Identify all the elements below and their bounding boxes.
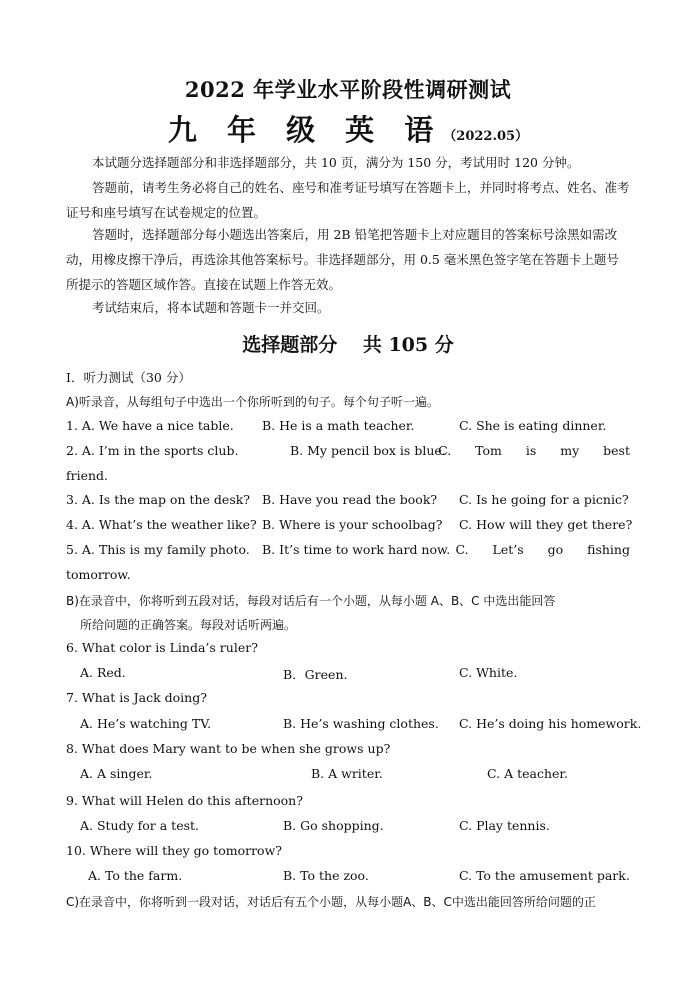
q4-option-c: C. How will they get there? <box>459 517 633 532</box>
q10-option-a: A. To the farm. <box>88 868 183 883</box>
q9-question: 9. What will Helen do this afternoon? <box>66 793 303 808</box>
q10-option-b: B. To the zoo. <box>283 868 369 883</box>
q4-option-a: 4. A. What’s the weather like? <box>66 517 257 532</box>
q3-option-a: 3. A. Is the map on the desk? <box>66 492 251 507</box>
q5-option-c-continued: tomorrow. <box>66 567 131 582</box>
q3-option-b: B. Have you read the book? <box>262 492 438 507</box>
exam-title: 2022 年学业水平阶段性调研测试 <box>184 77 512 102</box>
q10-option-c: C. To the amusement park. <box>459 868 630 883</box>
q7-option-a: A. He’s watching TV. <box>80 716 212 731</box>
exam-date: （2022.05） <box>443 129 529 144</box>
part-b-instruction: B)在录音中，你将听到五段对话，每段对话后有一个小题，从每小题 A、B、C 中选出能回答 <box>66 594 556 608</box>
part-b-instruction-continued: 所给问题的正确答案。每段对话听两遍。 <box>80 618 297 632</box>
subject-title <box>0 108 696 149</box>
q6-option-a: A. Red. <box>80 665 126 680</box>
q7-question: 7. What is Jack doing? <box>66 690 207 705</box>
q9-option-a: A. Study for a test. <box>80 818 200 833</box>
q7-option-c: C. He’s doing his homework. <box>459 716 642 731</box>
part-c-instruction: C)在录音中，你将听到一段对话，对话后有五个小题，从每小题A、B、C中选出能回答所给问题的正 <box>66 895 596 909</box>
q2-option-c: C. Tom is my best <box>438 443 630 458</box>
q8-question: 8. What does Mary want to be when she grows up? <box>66 741 391 756</box>
q2-option-b: B. My pencil box is blue. <box>290 443 446 458</box>
instruction-2: 答题前，请考生务必将自己的姓名、座号和准考证号填写在答题卡上，并同时将考点、姓名、准考证号和座号填写在试卷规定的位置。 <box>66 180 630 220</box>
q9-option-c: C. Play tennis. <box>459 818 550 833</box>
section-title: 选择题部分 共 105 分 <box>242 334 454 356</box>
part-a-instruction: A)听录音，从每组句子中选出一个你所听到的句子。每个句子听一遍。 <box>66 395 439 409</box>
q6-option-b: B．Green. <box>283 667 348 682</box>
q6-option-c: C. White. <box>459 665 518 680</box>
instruction-3: 答题时，选择题部分每小题选出答案后，用 2B 铅笔把答题卡上对应题目的答案标号涂黑如需改动，用橡皮擦干净后，再选涂其他答案标号。非选择题部分，用 0.5 毫米黑色签字笔在答题卡上题号所提示的答题区域作答。直接在试题上作答无效。 <box>66 227 619 292</box>
q5-option-b: B. It’s time to work hard now. <box>262 542 451 557</box>
q6-question: 6. What color is Linda’s ruler? <box>66 640 258 655</box>
q1-option-c: C. She is eating dinner. <box>459 418 607 433</box>
instruction-1: 本试题分选择题部分和非选择题部分，共 10 页，满分为 150 分，考试用时 120 分钟。 <box>92 155 580 170</box>
q5-option-a: 5. A. This is my family photo. <box>66 542 250 557</box>
q9-option-b: B. Go shopping. <box>283 818 384 833</box>
q1-option-a: 1. A. We have a nice table. <box>66 418 234 433</box>
listening-heading: I．听力测试（30 分） <box>66 370 191 385</box>
q2-option-a: 2. A. I’m in the sports club. <box>66 443 239 458</box>
q4-option-b: B. Where is your schoolbag? <box>262 517 443 532</box>
q8-option-c: C. A teacher. <box>487 766 568 781</box>
q10-question: 10. Where will they go tomorrow? <box>66 843 282 858</box>
q8-option-a: A. A singer. <box>80 766 153 781</box>
q1-option-b: B. He is a math teacher. <box>262 418 415 433</box>
q8-option-b: B. A writer. <box>311 766 383 781</box>
subject-name: 九 年 级 英 语 <box>167 113 444 147</box>
instruction-4: 考试结束后，将本试题和答题卡一并交回。 <box>92 300 330 315</box>
q5-option-c: C. Let’s go fishing <box>455 542 630 557</box>
q3-option-c: C. Is he going for a picnic? <box>459 492 629 507</box>
q2-option-c-continued: friend. <box>66 468 109 483</box>
q7-option-b: B. He’s washing clothes. <box>283 716 439 731</box>
